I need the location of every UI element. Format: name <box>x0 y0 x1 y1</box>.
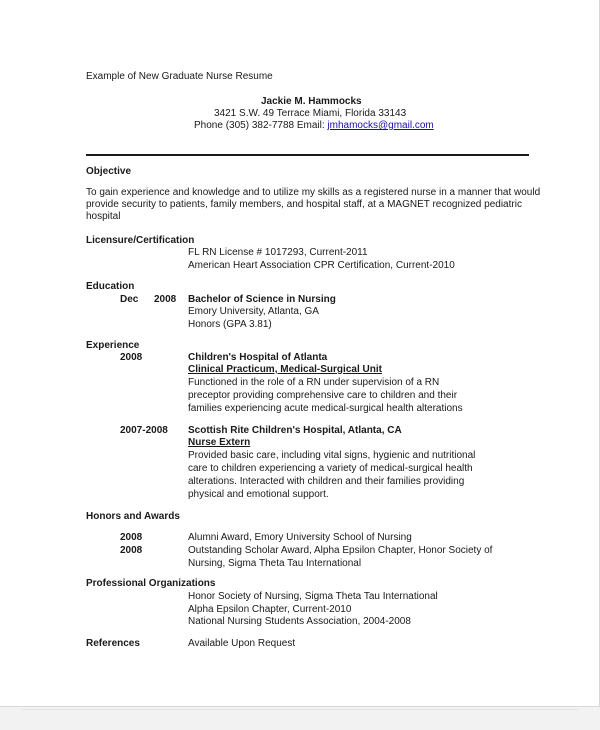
header-divider <box>86 154 529 156</box>
contact-address: 3421 S.W. 49 Terrace Miami, Florida 33143 <box>214 108 407 119</box>
job-line: alterations. Interacted with children and their families providing <box>188 476 465 487</box>
objective-line: hospital <box>86 211 121 222</box>
objective-line: To gain experience and knowledge and to utilize my skills as a registered nurse in a manner that would <box>86 187 541 198</box>
honor-year: 2008 <box>120 532 143 543</box>
licensure-item: American Heart Association CPR Certification, Current-2010 <box>188 260 455 271</box>
job-line: preceptor providing comprehensive care to children and their <box>188 390 458 401</box>
education-honors: Honors (GPA 3.81) <box>188 319 272 330</box>
objective-line: provide security to patients, family members, and hospital staff, at a MAGNET recognized pediatric <box>86 199 522 210</box>
contact-phone-email <box>194 119 434 132</box>
job-line: families experiencing acute medical-surgical health alterations <box>188 403 463 414</box>
viewer-bottom-divider <box>22 709 578 710</box>
honor-line: Alumni Award, Emory University School of Nursing <box>188 532 412 543</box>
job-role: Nurse Extern <box>188 437 251 448</box>
education-degree: Bachelor of Science in Nursing <box>188 294 336 305</box>
licensure-item: FL RN License # 1017293, Current-2011 <box>188 247 368 258</box>
job-date: 2007-2008 <box>120 425 168 436</box>
contact-name: Jackie M. Hammocks <box>261 96 362 107</box>
contact-phone-label: Phone (305) 382-7788 Email: <box>194 120 328 131</box>
honor-year: 2008 <box>120 545 143 556</box>
email-link[interactable]: jmhamocks@gmail.com <box>327 120 434 131</box>
education-year: 2008 <box>154 294 177 305</box>
experience-title: Experience <box>86 340 140 351</box>
references-value: Available Upon Request <box>188 638 296 649</box>
job-employer: Children's Hospital of Atlanta <box>188 352 328 363</box>
document-heading: Example of New Graduate Nurse Resume <box>86 71 273 82</box>
job-line: physical and emotional support. <box>188 489 329 500</box>
education-school: Emory University, Atlanta, GA <box>188 306 319 317</box>
organization-item: Honor Society of Nursing, Sigma Theta Tau International <box>188 591 438 602</box>
organization-item: National Nursing Students Association, 2004-2008 <box>188 616 411 627</box>
honor-line: Outstanding Scholar Award, Alpha Epsilon Chapter, Honor Society of <box>188 545 493 556</box>
education-month: Dec <box>120 294 139 305</box>
objective-title: Objective <box>86 166 132 177</box>
references-title: References <box>86 638 140 649</box>
organization-item: Alpha Epsilon Chapter, Current-2010 <box>188 604 352 615</box>
licensure-title: Licensure/Certification <box>86 235 195 246</box>
job-line: care to children experiencing a variety of medical-surgical health <box>188 463 473 474</box>
job-line: Functioned in the role of a RN under supervision of a RN <box>188 377 440 388</box>
job-role: Clinical Practicum, Medical-Surgical Unit <box>188 364 382 375</box>
job-date: 2008 <box>120 352 143 363</box>
job-line: Provided basic care, including vital signs, hygienic and nutritional <box>188 450 476 461</box>
organizations-title: Professional Organizations <box>86 578 216 589</box>
honors-title: Honors and Awards <box>86 511 180 522</box>
job-employer: Scottish Rite Children's Hospital, Atlanta, CA <box>188 425 402 436</box>
honor-line: Nursing, Sigma Theta Tau International <box>188 558 362 569</box>
education-title: Education <box>86 281 135 292</box>
